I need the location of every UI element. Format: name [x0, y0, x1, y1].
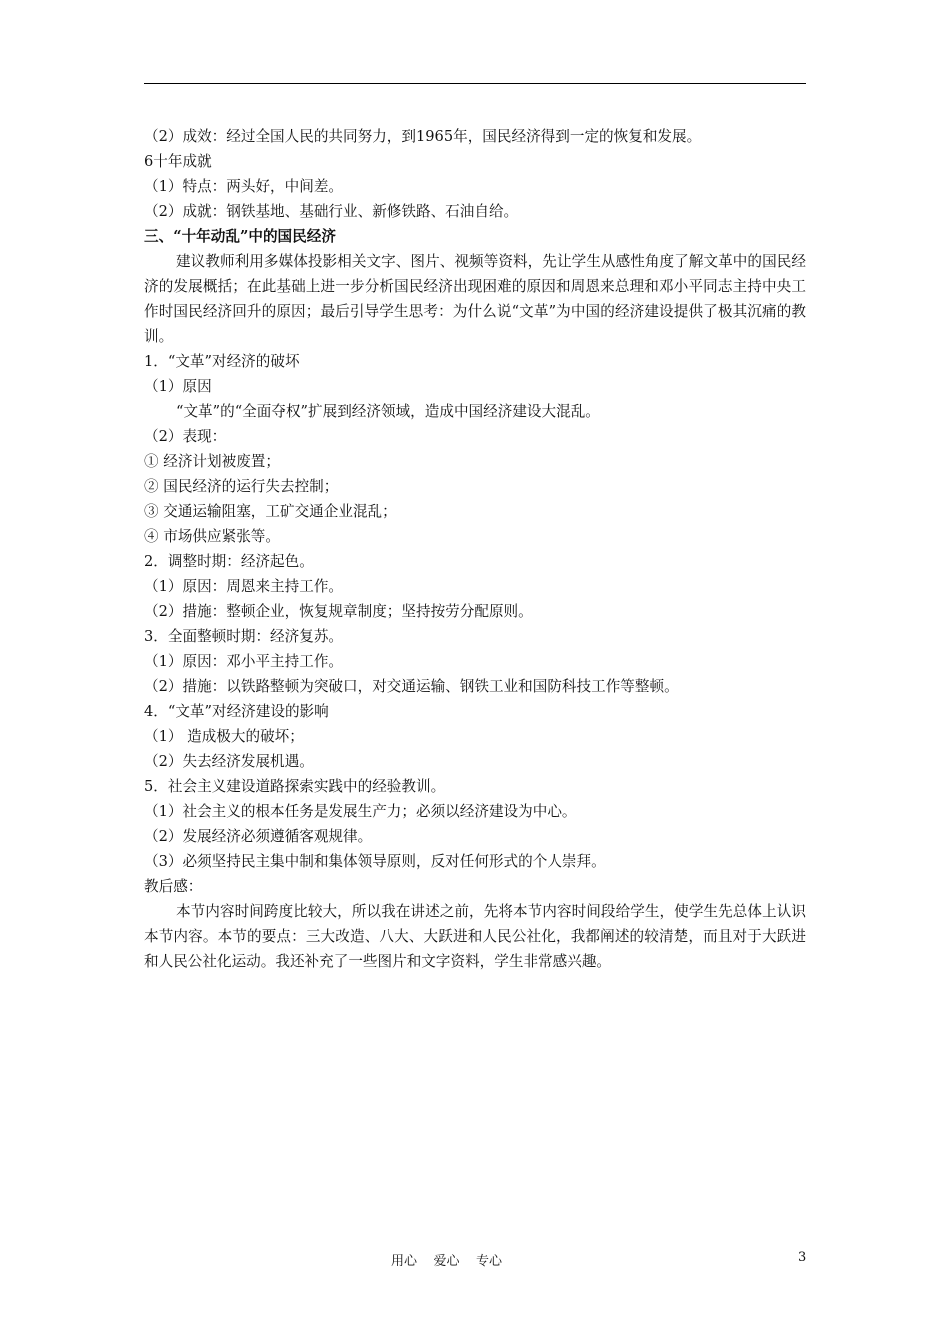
- header-rule: [144, 83, 806, 84]
- page-number: 3: [798, 1250, 807, 1265]
- sub-item: （1）社会主义的根本任务是发展生产力；必须以经济建设为中心。: [144, 803, 577, 820]
- text-line: （2）成效：经过全国人民的共同努力，到1965年，国民经济得到一定的恢复和发展。: [144, 128, 702, 145]
- item-heading: 4．“文革”对经济建设的影响: [144, 703, 329, 720]
- sub-item: （1） 造成极大的破坏；: [144, 728, 304, 745]
- sub-item: （2）发展经济必须遵循客观规律。: [144, 828, 373, 845]
- item-heading: 1．“文革”对经济的破坏: [144, 353, 300, 370]
- sub-item: （2）表现：: [144, 428, 227, 445]
- text-line: 6十年成就: [144, 153, 212, 170]
- text-line: （1）特点：两头好，中间差。: [144, 178, 344, 195]
- list-item: ② 国民经济的运行失去控制；: [144, 478, 339, 495]
- list-item: ③ 交通运输阻塞，工矿交通企业混乱；: [144, 503, 397, 520]
- item-heading: 2．调整时期：经济起色。: [144, 553, 314, 570]
- list-item: ④ 市场供应紧张等。: [144, 528, 280, 545]
- text-line: （2）成就：钢铁基地、基础行业、新修铁路、石油自给。: [144, 203, 519, 220]
- footer-motto: 用心 爱心 专心: [391, 1254, 503, 1269]
- intro-paragraph: 建议教师利用多媒体投影相关文字、图片、视频等资料，先让学生从感性角度了解文革中的国民经济的发展概括；在此基础上进一步分析国民经济出现困难的原因和周恩来总理和邓小平同志主持中央工作时国民经济回升的原因；最后引导学生思考：为什么说“文革”为中国的经济建设提供了极其沉痛的教训。: [144, 253, 806, 345]
- document-body: [144, 124, 814, 974]
- sub-item: （1）原因：邓小平主持工作。: [144, 653, 344, 670]
- sub-item: （2）措施：整顿企业，恢复规章制度；坚持按劳分配原则。: [144, 603, 533, 620]
- list-item: ① 经济计划被废置；: [144, 453, 280, 470]
- sub-item: （2）失去经济发展机遇。: [144, 753, 314, 770]
- reflection-paragraph: 本节内容时间跨度比较大，所以我在讲述之前，先将本节内容时间段给学生，使学生先总体上认识本节内容。本节的要点：三大改造、八大、大跃进和人民公社化，我都阐述的较清楚，而且对于大跃进和人民公社化运动。我还补充了一些图片和文字资料，学生非常感兴趣。: [144, 903, 806, 970]
- sub-item: （1）原因: [144, 378, 212, 395]
- reflection-label: 教后感：: [144, 878, 203, 895]
- sub-item: （3）必须坚持民主集中制和集体领导原则，反对任何形式的个人崇拜。: [144, 853, 606, 870]
- item-heading: 5．社会主义建设道路探索实践中的经验教训。: [144, 778, 446, 795]
- section-heading: 三、“十年动乱”中的国民经济: [144, 228, 336, 245]
- item-heading: 3．全面整顿时期：经济复苏。: [144, 628, 344, 645]
- sub-item-text: “文革”的“全面夺权”扩展到经济领域，造成中国经济建设大混乱。: [176, 403, 600, 420]
- sub-item: （2）措施：以铁路整顿为突破口，对交通运输、钢铁工业和国防科技工作等整顿。: [144, 678, 679, 695]
- sub-item: （1）原因：周恩来主持工作。: [144, 578, 344, 595]
